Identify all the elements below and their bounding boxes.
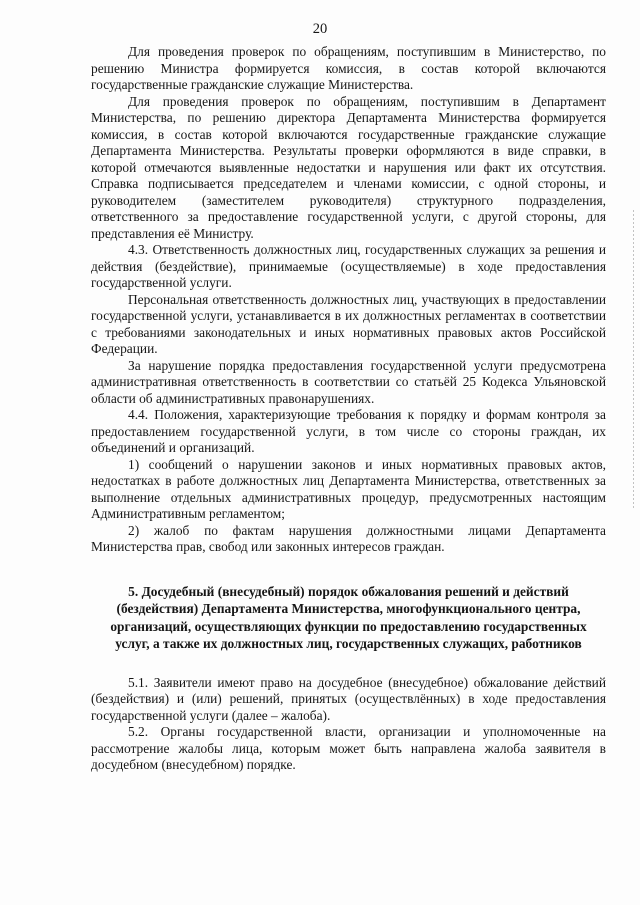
paragraph-personal-responsibility: Персональная ответственность должностных лиц, участвующих в предоставлении государственной услуги, устанавливается в их должностных регламентах в соответствии с требованиями законодательных и иных нормативных правовых актов Российской Федерации. xyxy=(91,291,606,356)
paragraph-4-4: 4.4. Положения, характеризующие требования к порядку и формам контроля за предоставлением государственной услуги, в том числе со стороны граждан, их объединений и организаций. xyxy=(91,407,606,455)
page-body xyxy=(91,44,606,774)
list-item-reports: 1) сообщений о нарушении законов и иных нормативных правовых актов, недостатках в работе должностных лиц Департамента Министерства, ответственных за выполнение отдельных административных процедур, предусмотренных настоящим Административным регламентом; xyxy=(91,456,606,521)
paragraph-5-2: 5.2. Органы государственной власти, организации и уполномоченные на рассмотрение жалобы лица, которым может быть направлена жалоба заявителя в досудебном (внесудебном) порядке. xyxy=(91,724,606,772)
paragraph-commission-department: Для проведения проверок по обращениям, поступившим в Департамент Министерства, по решению директора Департамента Министерства формируется комиссия, в состав которой включаются государственные гражданские служащие Департамента Министерства. Результаты проверки оформляются в виде справки, в которой отмечаются выявленные недостатки и нарушения или факт их отсутствия. Справка подписывается председателем и членами комиссии, с одной стороны, и руководителем (заместителем руководителя) структурного подразделения, ответственного за предоставление государственной услуги, с другой стороны, для представления её Министру. xyxy=(91,93,606,241)
section-5-heading-block xyxy=(91,583,606,653)
paragraph-administrative-liability: За нарушение порядка предоставления государственной услуги предусмотрена административная ответственность в соответствии со статьёй 25 Кодекса Ульяновской области об административных правонарушениях. xyxy=(91,357,606,406)
scan-edge-line xyxy=(633,210,634,510)
paragraph-5-1: 5.1. Заявители имеют право на досудебное (внесудебное) обжалование действий (бездействия) и (или) решений, принятых (осуществлённых) в ходе предоставления государственной услуги (далее – жалоба). xyxy=(91,674,606,723)
list-item-complaints: 2) жалоб по фактам нарушения должностными лицами Департамента Министерства прав, свобод или законных интересов граждан. xyxy=(91,522,606,554)
paragraph-4-3: 4.3. Ответственность должностных лиц, государственных служащих за решения и действия (бездействие), принимаемые (осуществляемые) в ходе предоставления государственной услуги. xyxy=(91,242,606,290)
section-5-heading: 5. Досудебный (внесудебный) порядок обжалования решений и действий (бездействия) Департамента Министерства, многофункционального центра, организаций, осуществляющих функции по предоставлению государственных услуг, а также их должностных лиц, государственных служащих, работников xyxy=(110,583,587,651)
page-number: 20 xyxy=(312,21,328,37)
paragraph-commission-ministry: Для проведения проверок по обращениям, поступившим в Министерство, по решению Министра формируется комиссия, в состав которой включаются государственные гражданские служащие Министерства. xyxy=(91,44,606,92)
